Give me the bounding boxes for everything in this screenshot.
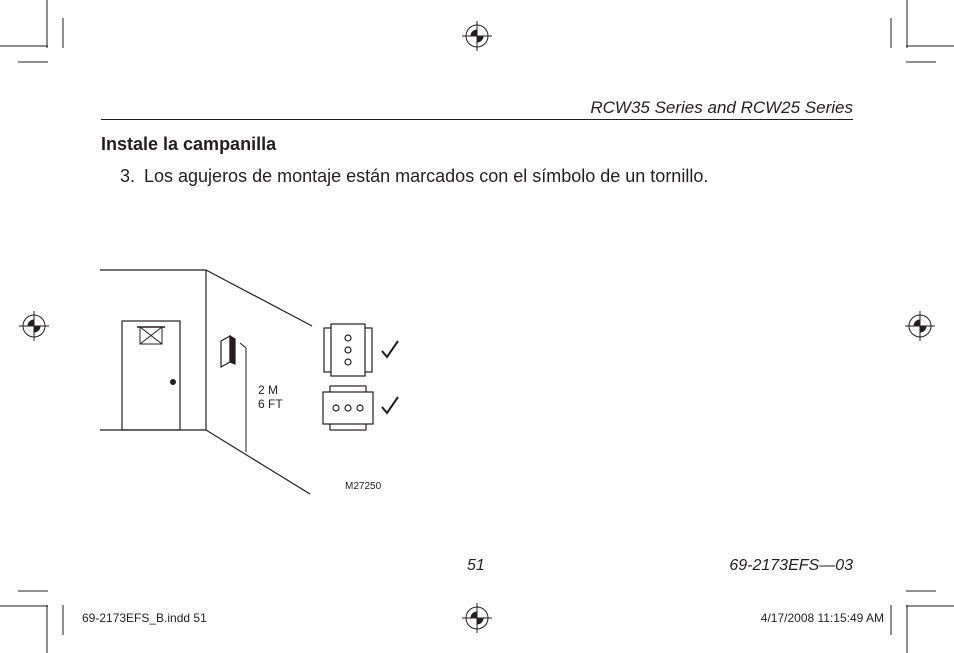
step-text: Los agujeros de montaje están marcados con el símbolo de un tornillo. [144, 166, 709, 186]
running-head: RCW35 Series and RCW25 Series [590, 98, 853, 117]
side-wall-top-edge [206, 270, 312, 326]
slug-timestamp: 4/17/2008 11:15:49 AM [760, 611, 884, 625]
door-knob [170, 379, 176, 385]
distance-imperial-label: 6 FT [258, 397, 283, 411]
door-sign-icon [137, 327, 165, 344]
document-number: 69-2173EFS—03 [729, 557, 853, 574]
side-wall-floor-line [206, 430, 310, 494]
instruction-step [120, 166, 708, 187]
chime-unit-icon [221, 336, 235, 367]
distance-metric-label: 2 M [258, 383, 279, 397]
figure-code: M27250 [345, 481, 382, 492]
step-number: 3. [120, 166, 136, 186]
vertical-mount-icon [324, 324, 372, 376]
page-number: 51 [467, 557, 485, 574]
header-rule [101, 119, 853, 120]
registration-target-icon [462, 21, 492, 51]
section-title: Instale la campanilla [101, 134, 277, 154]
registration-target-icon [19, 311, 49, 341]
installation-figure [100, 270, 398, 494]
door-outline [122, 321, 180, 430]
registration-target-icon [905, 311, 935, 341]
checkmark-icon [382, 397, 398, 413]
slug-file-name: 69-2173EFS_B.indd 51 [82, 611, 207, 625]
registration-target-icon [462, 603, 492, 633]
height-line-cap [240, 343, 246, 348]
horizontal-mount-icon [323, 386, 373, 430]
checkmark-icon [382, 341, 398, 357]
